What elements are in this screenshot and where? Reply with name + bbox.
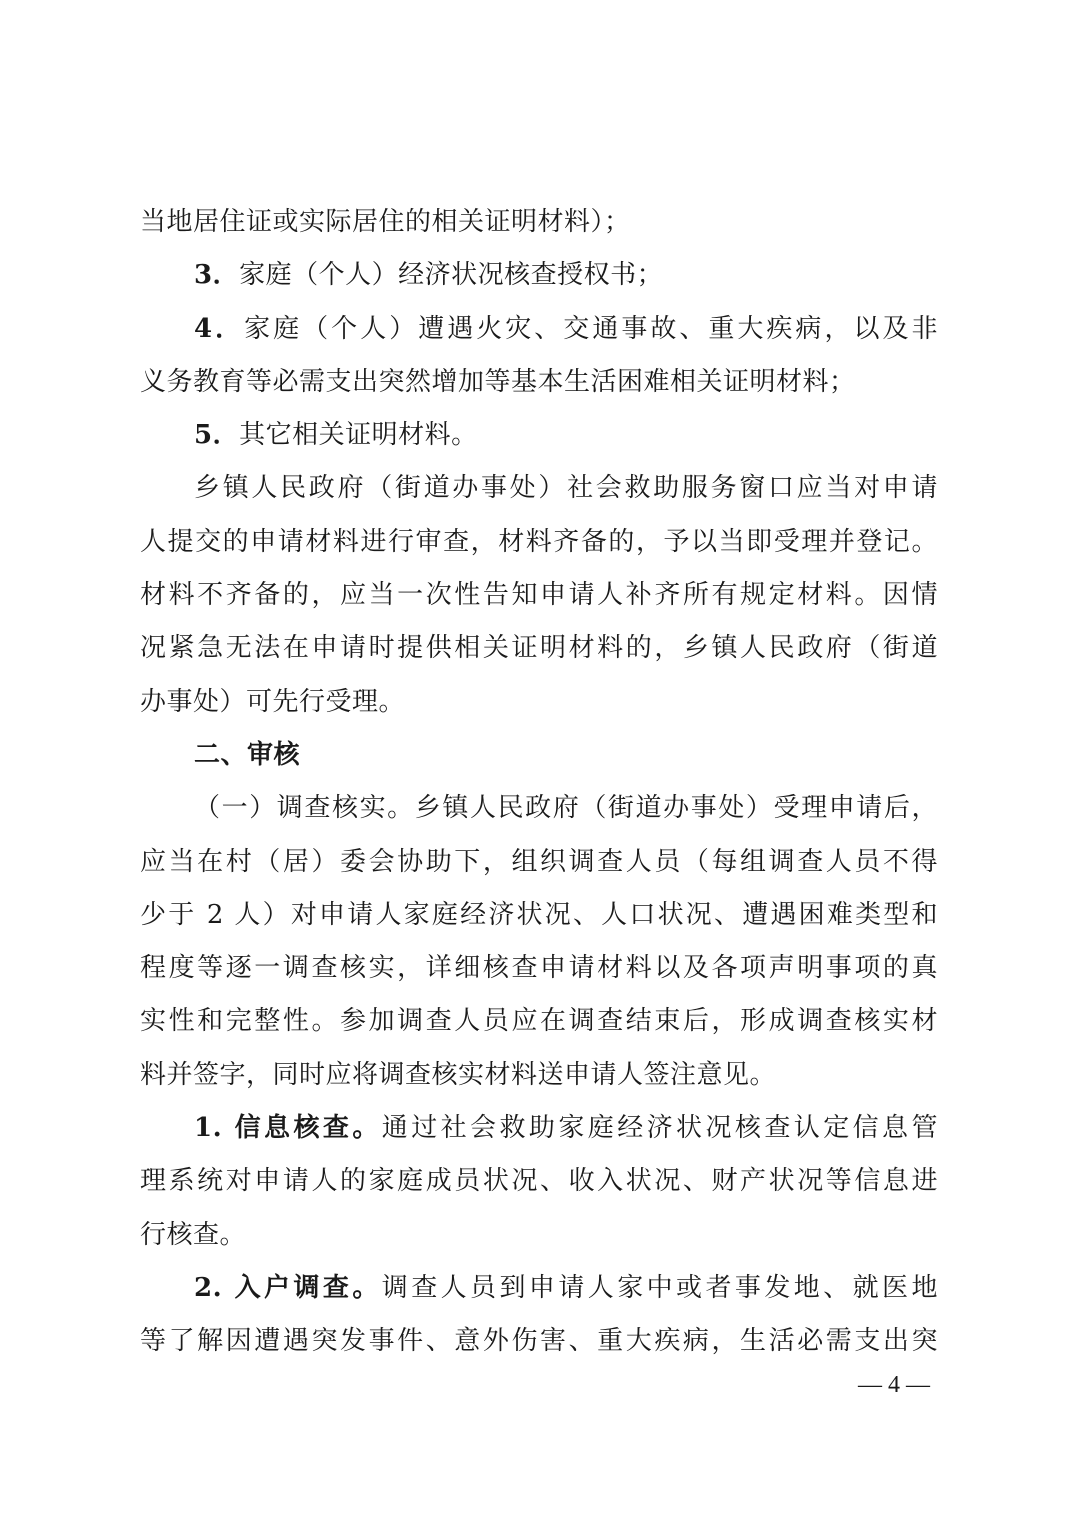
page-number: — 4 — — [858, 1372, 930, 1398]
list-number: 3． — [194, 260, 240, 291]
paragraph-line — [140, 942, 938, 995]
document-body — [140, 196, 938, 1369]
paragraph-line — [140, 676, 938, 729]
heading-text: 二、审核 — [194, 739, 301, 770]
paragraph-line — [140, 782, 938, 835]
line-text: 调查人员到申请人家中或者事发地、就医地 — [381, 1272, 938, 1303]
line-text: 义务教育等必需支出突然增加等基本生活困难相关证明材料； — [140, 366, 856, 397]
line-text: 当地居住证或实际居住的相关证明材料）； — [140, 207, 631, 237]
paragraph-line — [140, 889, 938, 942]
line-text: 实性和完整性。参加调查人员应在调查结束后，形成调查核实材 — [140, 1006, 938, 1037]
line-text: 理系统对申请人的家庭成员状况、收入状况、财产状况等信息进 — [140, 1166, 938, 1197]
paragraph-line — [140, 995, 938, 1048]
line-text: 应当在村（居）委会协助下，组织调查人员（每组调查人员不得 — [140, 846, 938, 877]
line-text: 料并签字，同时应将调查核实材料送申请人签注意见。 — [140, 1059, 777, 1090]
line-text: 况紧急无法在申请时提供相关证明材料的，乡镇人民政府（街道 — [140, 633, 938, 664]
list-number: 4． — [194, 313, 245, 344]
paragraph-line — [140, 462, 938, 515]
paragraph-line — [140, 1209, 938, 1262]
list-number: 5． — [194, 420, 240, 451]
paragraph-line — [140, 836, 938, 889]
list-item-3 — [140, 249, 938, 302]
section-heading — [140, 729, 938, 782]
paragraph-line — [140, 196, 938, 249]
item-lead: 2. 入户调查。 — [194, 1272, 382, 1303]
paragraph-line — [140, 622, 938, 675]
paragraph-line — [140, 1262, 938, 1315]
paragraph-line — [140, 356, 938, 409]
line-text: 少于 2 人）对申请人家庭经济状况、人口状况、遭遇困难类型和 — [140, 899, 938, 930]
paragraph-line — [140, 569, 938, 622]
line-text: 家庭（个人）遭遇火灾、交通事故、重大疾病，以及非 — [244, 313, 938, 344]
list-item-5 — [140, 409, 938, 462]
list-item-4 — [140, 303, 938, 356]
paragraph-line — [140, 516, 938, 569]
line-text: 行核查。 — [140, 1219, 247, 1250]
line-text: 通过社会救助家庭经济状况核查认定信息管 — [381, 1113, 938, 1144]
line-text: 办事处）可先行受理。 — [140, 686, 406, 717]
line-text: 人提交的申请材料进行审查，材料齐备的，予以当即受理并登记。 — [140, 526, 938, 557]
line-text: 家庭（个人）经济状况核查授权书； — [239, 260, 664, 291]
line-text: （一）调查核实。乡镇人民政府（街道办事处）受理申请后， — [194, 793, 938, 824]
paragraph-line — [140, 1049, 938, 1102]
paragraph-line — [140, 1102, 938, 1155]
line-text: 乡镇人民政府（街道办事处）社会救助服务窗口应当对申请 — [194, 473, 938, 504]
line-text: 等了解因遭遇突发事件、意外伤害、重大疾病，生活必需支出突 — [140, 1326, 938, 1357]
paragraph-line — [140, 1155, 938, 1208]
item-lead: 1. 信息核查。 — [194, 1113, 382, 1144]
line-text: 程度等逐一调查核实，详细核查申请材料以及各项声明事项的真 — [140, 953, 938, 984]
paragraph-line — [140, 1315, 938, 1368]
line-text: 其它相关证明材料。 — [239, 420, 478, 451]
line-text: 材料不齐备的，应当一次性告知申请人补齐所有规定材料。因情 — [140, 580, 938, 611]
